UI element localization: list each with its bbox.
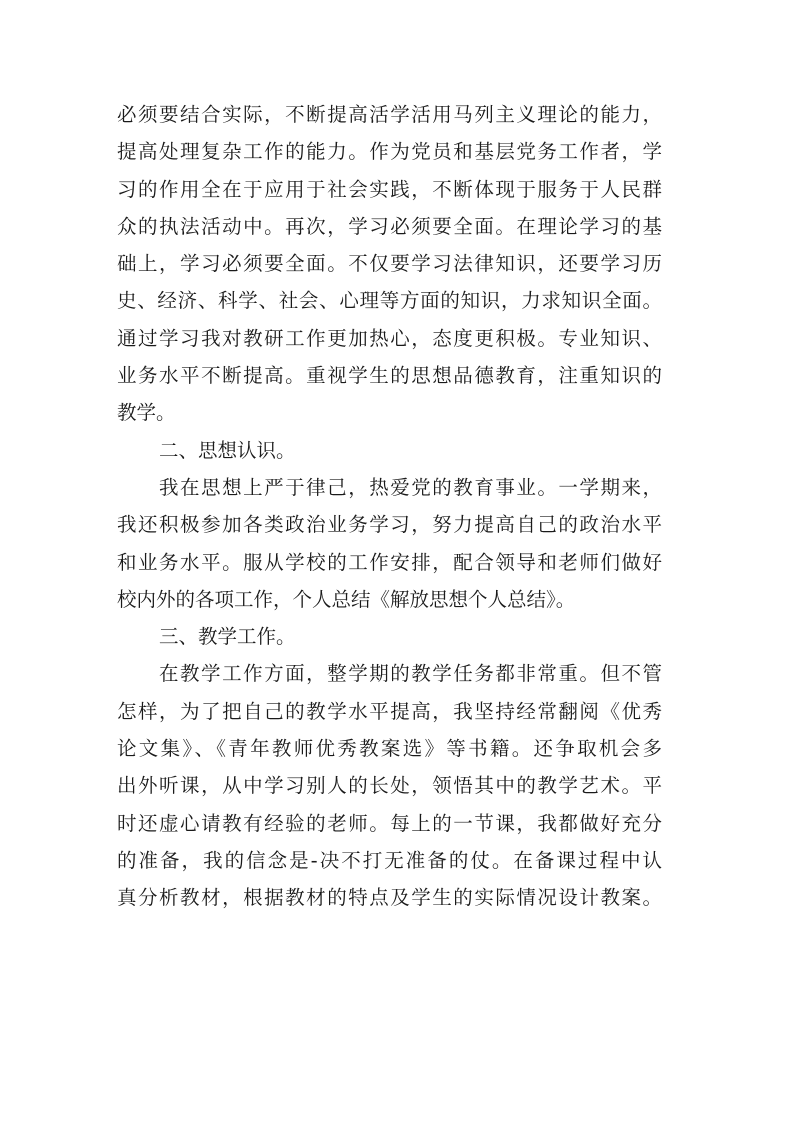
text-line: 业务水平不断提高。重视学生的思想品德教育，注重知识的	[117, 364, 662, 388]
text-line: 众的执法活动中。再次，学习必须要全面。在理论学习的基	[117, 214, 662, 238]
text-line: 史、经济、科学、社会、心理等方面的知识，力求知识全面。	[117, 289, 662, 313]
text-line: 的准备，我的信念是-决不打无准备的仗。在备课过程中认	[117, 848, 662, 872]
document-body-text	[117, 96, 662, 917]
text-line: 教学。	[117, 401, 176, 425]
text-line: 习的作用全在于应用于社会实践，不断体现于服务于人民群	[117, 177, 662, 201]
section-heading-thinking: 二、思想认识。	[159, 438, 296, 462]
text-line: 提高处理复杂工作的能力。作为党员和基层党务工作者，学	[117, 140, 662, 164]
text-line: 时还虚心请教有经验的老师。每上的一节课，我都做好充分	[117, 811, 662, 835]
text-line: 和业务水平。服从学校的工作安排，配合领导和老师们做好	[117, 550, 662, 574]
text-line: 论文集》、《青年教师优秀教案选》等书籍。还争取机会多	[117, 737, 662, 761]
text-line: 必须要结合实际，不断提高活学活用马列主义理论的能力，	[117, 103, 662, 126]
section-heading-teaching: 三、教学工作。	[159, 625, 296, 649]
text-line: 在教学工作方面，整学期的教学任务都非常重。但不管	[159, 662, 662, 686]
text-line: 础上，学习必须要全面。不仅要学习法律知识，还要学习历	[117, 252, 662, 276]
text-line: 我还积极参加各类政治业务学习，努力提高自己的政治水平	[117, 513, 662, 537]
text-line: 通过学习我对教研工作更加热心，态度更积极。专业知识、	[117, 326, 662, 350]
text-line: 出外听课，从中学习别人的长处，领悟其中的教学艺术。平	[117, 774, 662, 798]
text-line: 真分析教材，根据教材的特点及学生的实际情况设计教案。	[117, 886, 662, 910]
text-line: 校内外的各项工作，个人总结《解放思想个人总结》。	[117, 587, 576, 611]
text-line: 怎样，为了把自己的教学水平提高，我坚持经常翻阅《优秀	[117, 699, 662, 723]
text-line: 我在思想上严于律己，热爱党的教育事业。一学期来，	[159, 475, 662, 499]
